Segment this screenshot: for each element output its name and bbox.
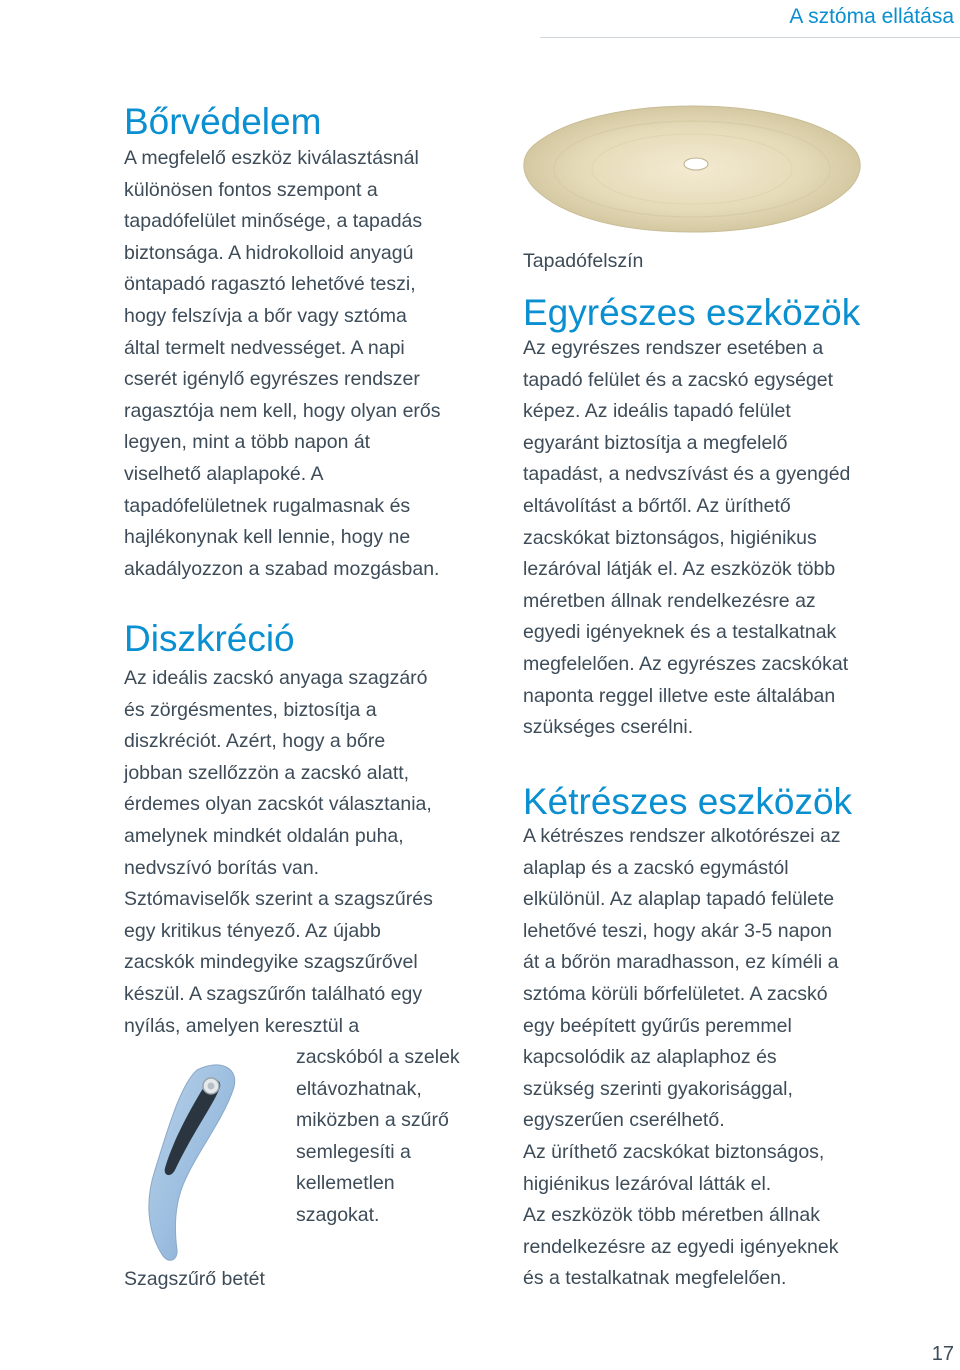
paragraph-borvedelem bbox=[124, 143, 441, 585]
text-line: cserét igénylő egyrészes rendszer bbox=[124, 368, 420, 391]
text-line: szagokat. bbox=[296, 1203, 380, 1226]
section-title: A sztóma ellátása bbox=[789, 5, 954, 28]
text-line: Az ideális zacskó anyaga szagzáró bbox=[124, 667, 428, 689]
text-line: tapadófelület minősége, a tapadás bbox=[124, 210, 423, 233]
text-line: alaplap és a zacskó egymástól bbox=[523, 856, 789, 879]
text-line: nyílás, amelyen keresztül a bbox=[124, 1014, 360, 1037]
text-line: tapadófelületnek rugalmasnak és bbox=[124, 494, 411, 517]
text-line: naponta reggel illetve este általában bbox=[523, 684, 836, 707]
filter-insert-image bbox=[125, 1060, 255, 1265]
text-line: hajlékonynak kell lennie, hogy ne bbox=[124, 526, 411, 549]
text-line: zacskókat biztonságos, higiénikus bbox=[523, 526, 817, 549]
text-line: ragasztója nem kell, hogy olyan erős bbox=[124, 399, 441, 422]
text-line: által termelt nedvességet. A napi bbox=[124, 336, 405, 359]
adhesive-wafer-image bbox=[520, 100, 865, 240]
heading-ketreszes: Kétrészes eszközök bbox=[523, 781, 853, 822]
text-line: A kétrészes rendszer alkotórészei az bbox=[523, 825, 841, 847]
paragraph-ketreszes bbox=[523, 821, 841, 1295]
text-line: nedvszívó borítás van. bbox=[124, 856, 320, 879]
text-line: elkülönül. Az alaplap tapadó felülete bbox=[523, 888, 835, 911]
text-line: higiénikus lezáróval látták el. bbox=[523, 1172, 772, 1195]
text-line: át a bőrön maradhasson, ez kíméli a bbox=[523, 951, 839, 974]
heading-borvedelem: Bőrvédelem bbox=[124, 101, 322, 142]
text-line: megfelelően. Az egyrészes zacskókat bbox=[523, 652, 849, 675]
paragraph-egyreszes bbox=[523, 333, 850, 744]
text-line: Az eszközök több méretben állnak bbox=[523, 1204, 820, 1227]
wafer-caption: Tapadófelszín bbox=[523, 250, 644, 272]
text-line: Az üríthető zacskókat biztonságos, bbox=[523, 1140, 825, 1163]
text-line: lehetővé teszi, hogy akár 3-5 napon bbox=[523, 919, 832, 942]
text-line: egy kritikus tényező. Az újabb bbox=[124, 919, 381, 942]
text-line: Sztómaviselők szerint a szagszűrés bbox=[124, 888, 433, 911]
text-line: és zörgésmentes, biztosítja a bbox=[124, 698, 377, 721]
text-line: készül. A szagszűrőn található egy bbox=[124, 982, 423, 1005]
text-line: érdemes olyan zacskót választania, bbox=[124, 793, 432, 816]
text-line: legyen, mint a több napon át bbox=[124, 431, 371, 454]
text-line: egyszerűen cserélhető. bbox=[523, 1109, 725, 1132]
paragraph-diszkrecio bbox=[124, 663, 433, 1042]
text-line: zacskóból a szelek bbox=[296, 1046, 460, 1068]
text-line: Az egyrészes rendszer esetében a bbox=[523, 337, 824, 359]
filter-caption: Szagszűrő betét bbox=[124, 1268, 265, 1290]
text-line: képez. Az ideális tapadó felület bbox=[523, 400, 791, 423]
text-line: semlegesíti a bbox=[296, 1140, 411, 1163]
text-line: öntapadó ragasztó lehetővé teszi, bbox=[124, 273, 416, 296]
text-line: amelynek mindkét oldalán puha, bbox=[124, 824, 404, 847]
text-line: biztonsága. A hidrokolloid anyagú bbox=[124, 241, 414, 264]
text-line: kapcsolódik az alaplaphoz és bbox=[523, 1046, 777, 1069]
text-line: viselhető alaplapoké. A bbox=[124, 462, 324, 485]
text-line: egyaránt biztosítja a megfelelő bbox=[523, 431, 788, 454]
text-line: egyedi igényeknek és a testalkatnak bbox=[523, 621, 837, 644]
text-line: zacskók mindegyike szagszűrővel bbox=[124, 951, 418, 974]
page-header bbox=[0, 0, 960, 38]
text-line: eltávolítást a bőrtől. Az üríthető bbox=[523, 494, 791, 517]
text-line: lezáróval látják el. Az eszközök több bbox=[523, 558, 836, 581]
heading-diszkrecio: Diszkréció bbox=[124, 618, 295, 659]
text-line: akadályozzon a szabad mozgásban. bbox=[124, 557, 440, 580]
text-line: szükség szerinti gyakorisággal, bbox=[523, 1077, 793, 1100]
heading-egyreszes: Egyrészes eszközök bbox=[523, 292, 861, 333]
text-line: méretben állnak rendelkezésre az bbox=[523, 589, 816, 612]
text-line: tapadó felület és a zacskó egységet bbox=[523, 368, 834, 391]
text-line: és a testalkatnak megfelelően. bbox=[523, 1267, 787, 1290]
text-line: miközben a szűrő bbox=[296, 1109, 449, 1132]
page-number: 17 bbox=[931, 1343, 954, 1365]
text-line: szükséges cserélni. bbox=[523, 716, 694, 739]
text-line: különösen fontos szempont a bbox=[124, 178, 378, 201]
text-line: kellemetlen bbox=[296, 1172, 395, 1195]
header-divider bbox=[540, 37, 960, 38]
text-line: tapadást, a nedvszívást és a gyengéd bbox=[523, 463, 851, 486]
text-line: eltávozhatnak, bbox=[296, 1077, 422, 1100]
text-line: egy beépített gyűrűs peremmel bbox=[523, 1014, 792, 1037]
text-line: A megfelelő eszköz kiválasztásnál bbox=[124, 147, 419, 169]
text-line: rendelkezésre az egyedi igényeknek bbox=[523, 1235, 839, 1258]
paragraph-diszkrecio-continued bbox=[296, 1042, 460, 1232]
text-line: hogy felszívja a bőr vagy sztóma bbox=[124, 304, 407, 327]
text-line: jobban szellőzzön a zacskó alatt, bbox=[124, 761, 410, 784]
text-line: diszkréciót. Azért, hogy a bőre bbox=[124, 730, 386, 753]
text-line: sztóma körüli bőrfelületet. A zacskó bbox=[523, 982, 828, 1005]
